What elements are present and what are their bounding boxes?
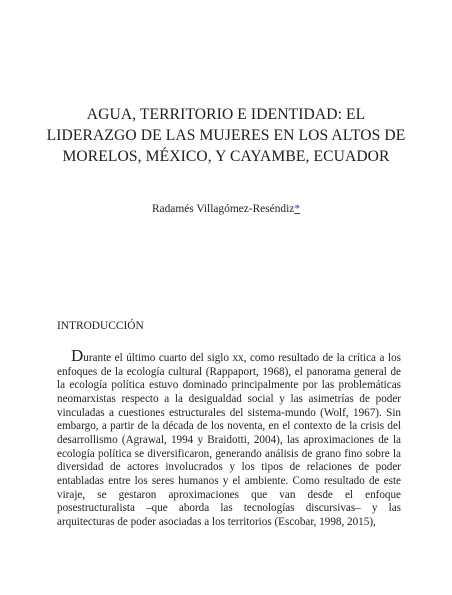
drop-cap: D: [71, 346, 84, 365]
section-heading: INTRODUCCIÓN: [57, 320, 144, 332]
intro-paragraph: [57, 346, 401, 530]
intro-paragraph-text: urante el último cuarto del siglo xx, como resultado de la crítica a los enfoques de la ecología cultural (Rappaport, 1968), el panorama general de la ecología política estuvo dominado principalmente por las problemáticas neomarxistas respecto a la desigualdad social y las asimetrías de poder vinculadas a cuestiones estructurales del sistema-mundo (Wolf, 1967). Sin embargo, a partir de la década de los noventa, en el contexto de la crisis del desarrollismo (Agrawal, 1994 y Braidotti, 2004), las aproximaciones de la ecología política se diversificaron, generando análisis de grano fino sobre la diversidad de actores involucrados y los tipos de relaciones de poder entabladas entre los seres humanos y el ambiente. Como resultado de este viraje, se gestaron aproximaciones que van desde el enfoque posestructuralista –que aborda las tecnologías discursivas– y las arquitecturas de poder asociadas a los territorios (Escobar, 1998, 2015),: [57, 352, 401, 528]
author-line: [0, 202, 452, 216]
author-footnote-link[interactable]: *: [294, 203, 301, 215]
article-title: AGUA, TERRITORIO E IDENTIDAD: EL LIDERAZGO DE LAS MUJERES EN LOS ALTOS DE MORELOS, MÉXICO, Y CAYAMBE, ECUADOR: [46, 106, 406, 165]
author-name: Radamés Villagómez-Reséndiz: [151, 203, 295, 215]
